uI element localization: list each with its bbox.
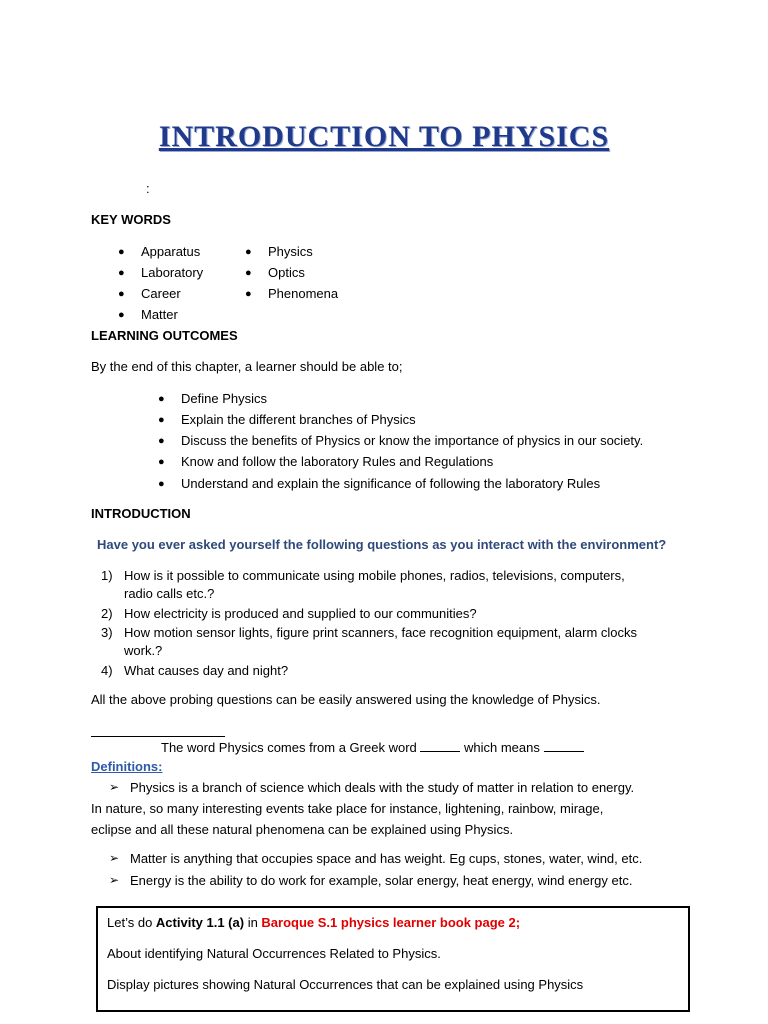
- guiding-question: Have you ever asked yourself the following questions as you interact with the environment?: [97, 537, 667, 552]
- key-word: Phenomena: [268, 286, 339, 301]
- introduction-heading: INTRODUCTION: [91, 506, 191, 521]
- energy-definition: Energy is the ability to do work for example, solar energy, heat energy, wind energy etc.: [130, 873, 633, 888]
- bullet-icon: ●: [245, 288, 252, 300]
- key-words-heading: KEY WORDS: [91, 212, 171, 227]
- bullet-icon: ●: [158, 478, 165, 490]
- question-item: How is it possible to communicate using mobile phones, radios, televisions, computers,: [124, 568, 625, 583]
- question-item-continuation: radio calls etc.?: [124, 586, 215, 601]
- key-word: Optics: [268, 265, 305, 280]
- arrow-bullet-icon: ➢: [109, 780, 120, 794]
- outcome-item: Know and follow the laboratory Rules and Regulations: [181, 454, 494, 469]
- question-item-continuation: work.?: [124, 643, 163, 658]
- bullet-icon: ●: [158, 456, 165, 468]
- page-title: INTRODUCTION TO PHYSICS: [158, 120, 610, 153]
- outcome-item: Understand and explain the significance of following the laboratory Rules: [181, 476, 601, 491]
- greek-sentence-part1: The word Physics comes from a Greek word: [161, 740, 417, 755]
- activity-label: Activity 1.1 (a): [155, 915, 245, 930]
- activity-line1: [107, 915, 520, 930]
- key-word: Physics: [268, 244, 313, 259]
- definitions-heading: Definitions:: [91, 759, 163, 774]
- physics-definition-line1: Physics is a branch of science which deals with the study of matter in relation to energy.: [130, 780, 635, 795]
- summary-text: All the above probing questions can be easily answered using the knowledge of Physics.: [91, 692, 601, 707]
- list-number: 3): [101, 625, 113, 640]
- learning-outcomes-intro: By the end of this chapter, a learner should be able to;: [91, 359, 403, 374]
- arrow-bullet-icon: ➢: [109, 851, 120, 865]
- activity-in: in: [244, 915, 262, 930]
- question-item: What causes day and night?: [124, 663, 289, 678]
- activity-lead: Let’s do: [107, 915, 156, 930]
- key-word: Laboratory: [141, 265, 204, 280]
- physics-definition-line3: eclipse and all these natural phenomena can be explained using Physics.: [91, 822, 514, 837]
- bullet-icon: ●: [158, 414, 165, 426]
- activity-box: [96, 906, 690, 1012]
- bullet-icon: ●: [158, 393, 165, 405]
- bullet-icon: ●: [118, 246, 125, 258]
- arrow-bullet-icon: ➢: [109, 873, 120, 887]
- blank-line: [420, 740, 460, 752]
- key-word: Apparatus: [141, 244, 201, 259]
- physics-definition-line2: In nature, so many interesting events take place for instance, lightening, rainbow, mirage,: [91, 801, 604, 816]
- bullet-icon: ●: [118, 288, 125, 300]
- bullet-icon: ●: [118, 309, 125, 321]
- bullet-icon: ●: [118, 267, 125, 279]
- list-number: 2): [101, 606, 113, 621]
- key-word: Matter: [141, 307, 178, 322]
- outcome-item: Define Physics: [181, 391, 267, 406]
- bullet-icon: ●: [245, 246, 252, 258]
- matter-definition: Matter is anything that occupies space and has weight. Eg cups, stones, water, wind, etc.: [130, 851, 643, 866]
- colon-mark: :: [146, 181, 150, 196]
- activity-line2: About identifying Natural Occurrences Related to Physics.: [107, 946, 441, 961]
- key-word: Career: [141, 286, 181, 301]
- learning-outcomes-heading: LEARNING OUTCOMES: [91, 328, 238, 343]
- activity-line3: Display pictures showing Natural Occurrences that can be explained using Physics: [107, 977, 584, 992]
- outcome-item: Explain the different branches of Physics: [181, 412, 416, 427]
- greek-word-sentence: [161, 740, 584, 755]
- bullet-icon: ●: [158, 435, 165, 447]
- book-reference: Baroque S.1 physics learner book page 2;: [261, 915, 521, 930]
- list-number: 4): [101, 663, 113, 678]
- question-item: How motion sensor lights, figure print scanners, face recognition equipment, alarm clocks: [124, 625, 638, 640]
- divider-line: [91, 736, 225, 737]
- blank-line: [544, 740, 584, 752]
- bullet-icon: ●: [245, 267, 252, 279]
- outcome-item: Discuss the benefits of Physics or know the importance of physics in our society.: [181, 433, 644, 448]
- greek-sentence-part2: which means: [464, 740, 540, 755]
- question-item: How electricity is produced and supplied to our communities?: [124, 606, 477, 621]
- list-number: 1): [101, 568, 113, 583]
